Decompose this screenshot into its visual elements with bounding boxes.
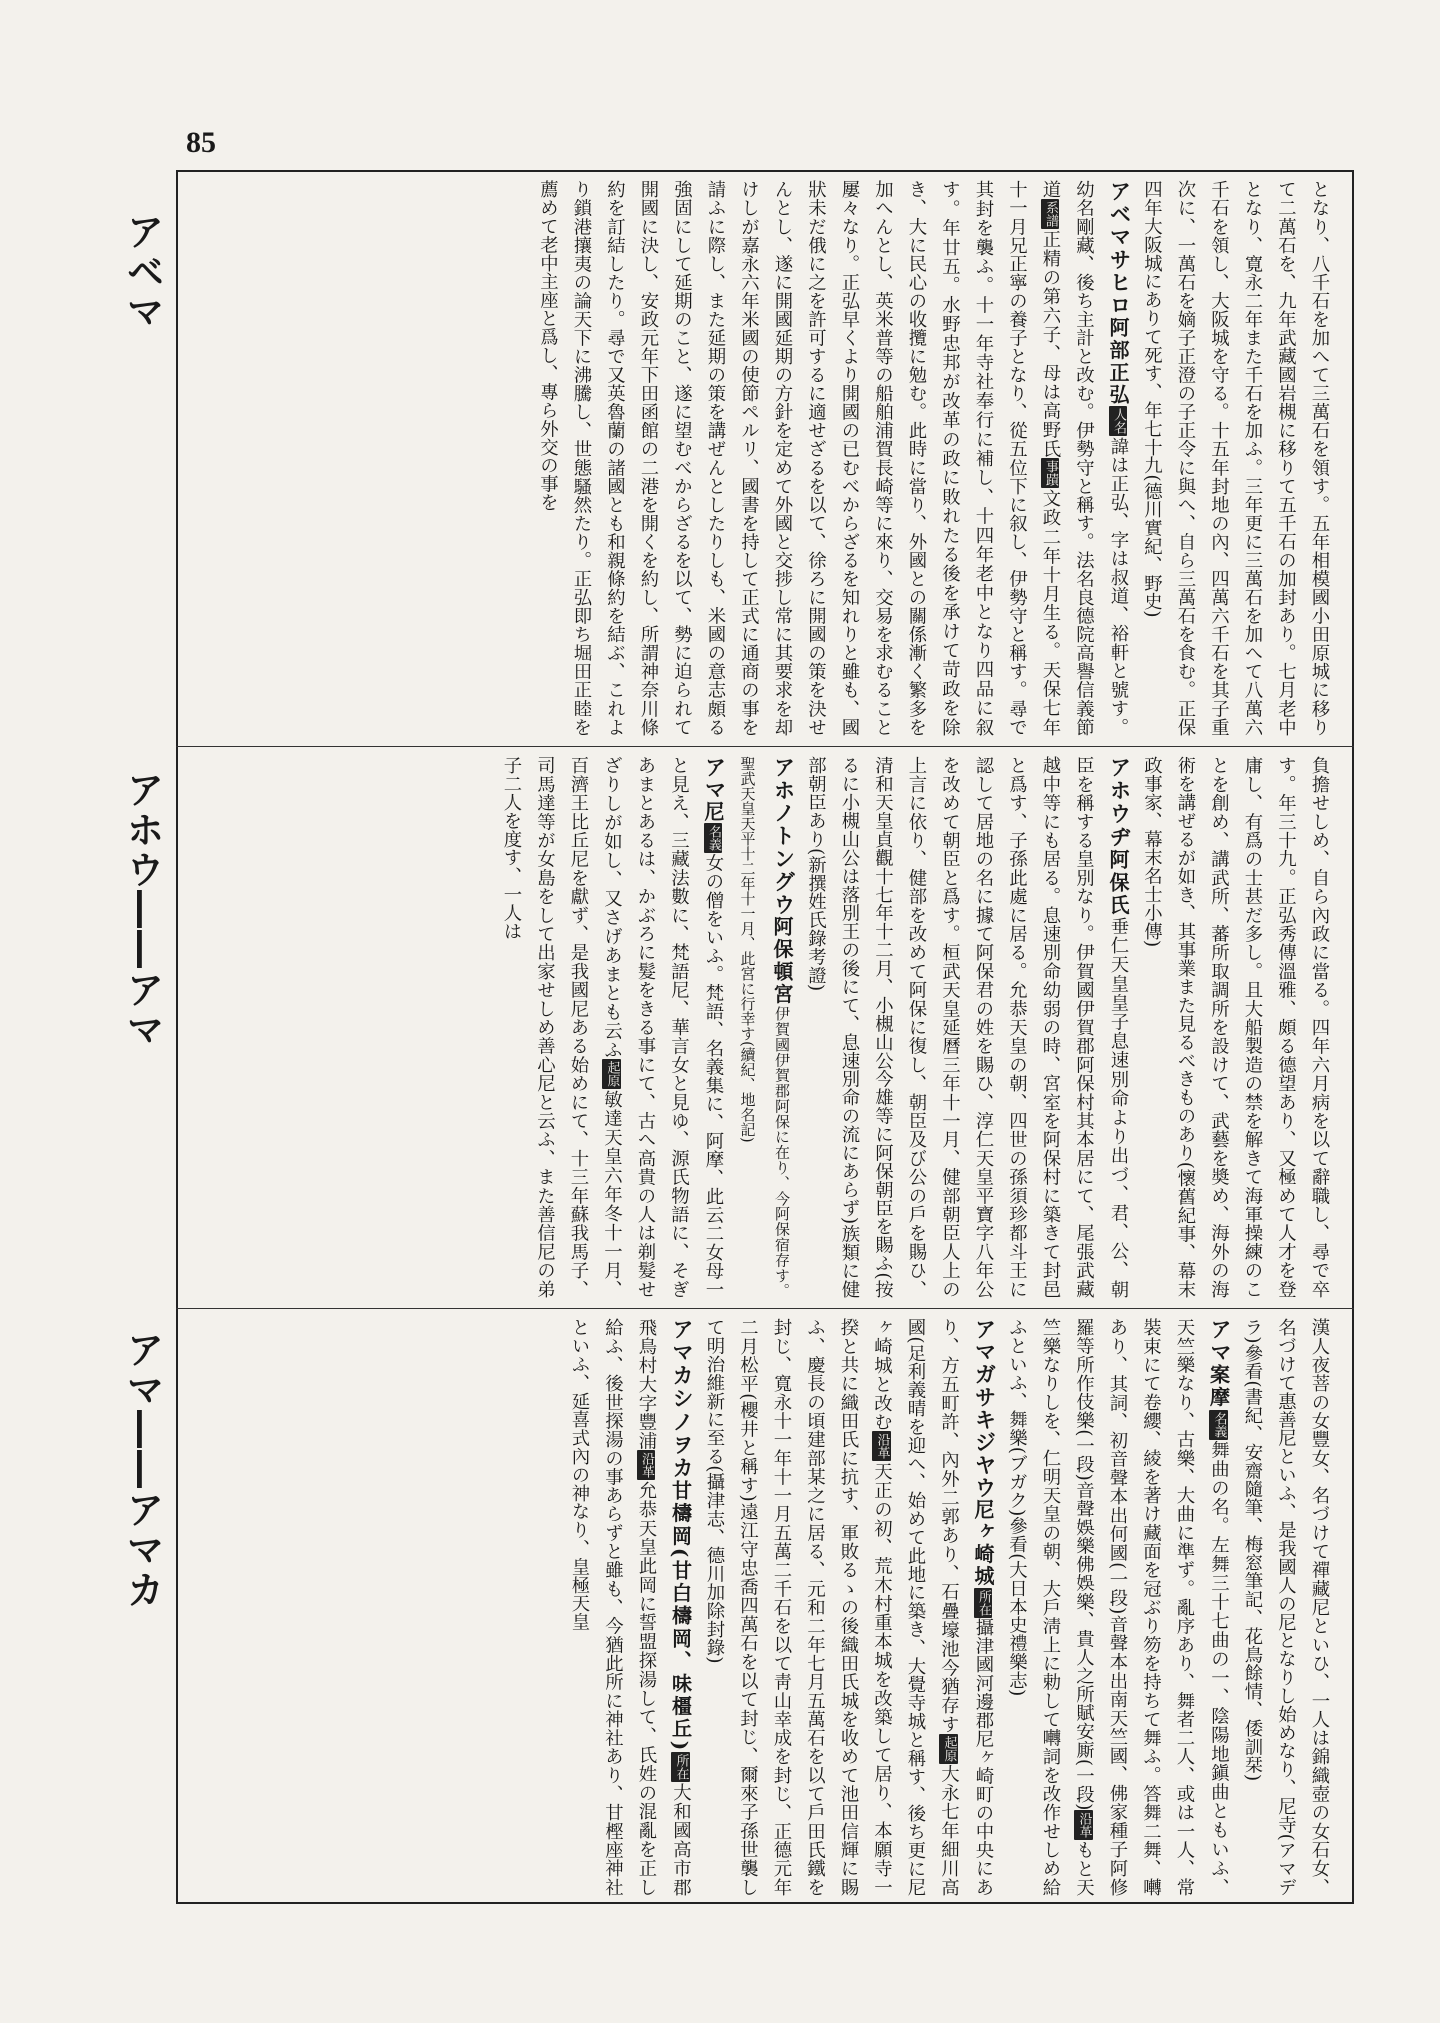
- body-text: 負擔せしめ、自ら內政に當る。四年六月病を以て辭職し、尋で卒す。年三十九。正弘秀傳溫雅、頗る德望あり、又極めて人才を登庸し、有爲の士甚だ多し。且大船製造の禁を解きて海軍操練のことを創め、講武所、蕃所取調所を設けて、武藝を奬め、海外の海術を講ぜるが如き、其事業また見るべきものあり(懷舊紀事、幕末政事家、幕末名士小傳): [1141, 756, 1330, 1298]
- entry-paragraph: [1135, 180, 1336, 736]
- body-text: 女の僧をいふ。梵語、名義集に、阿摩、此云二女母一と見え、三藏法數に、梵語尼、華言女と見ゆ、源氏物語に、そぎあまとあるは、かぶろに髮をきる事にて、古へ高貴の人は剃髮せざりしが如し、又さげあまとも云ふ: [601, 756, 724, 1298]
- body-text: 正精の第六子、母は高野氏: [1040, 229, 1061, 459]
- entry-paragraph: [1236, 1318, 1337, 1896]
- body-text: 天正の初、荒木村重本城を改築して居り、本願寺一揆と共に織田氏に抗す、軍敗るゝの後織田氏城を收めて池田信輝に賜ふ、慶長の頃建部某之に居る、元和二年七月五萬石を以て戶田氏鐵を封じ、寬永十一年十一月五萬二千石を以て靑山幸成を封じ、正德元年二月松平(櫻井と稱す)遠江守忠喬四萬石を以て封じ、爾來子孫世襲して明治維新に至る(攝津志、德川加除封錄): [704, 1318, 893, 1896]
- entry-headword: アマ: [701, 756, 726, 802]
- entry-headword: アマカシノヲカ: [668, 1318, 694, 1480]
- page-number: 85: [186, 126, 216, 159]
- section-tag: 起原: [939, 1734, 957, 1764]
- section-tag: 系譜: [1041, 199, 1059, 229]
- entry-paragraph: [563, 1318, 698, 1896]
- body-text: 諱は正弘、字は叔道、裕軒と號す。幼名剛藏、後ち主計と改む。伊勢守と稱す。法名良德院高譽信義節道: [1040, 180, 1129, 736]
- entry-paragraph: [531, 180, 1135, 736]
- body-text: 垂仁天皇皇子息速別命より出づ、君、公、朝臣を稱する皇別なり。伊賀國伊賀郡阿保村其本居にて、尾張武藏越中等にも居る。息速別命幼弱の時、宮室を阿保村に築きて封邑と爲す、子孫此處に居る。允恭天皇の朝、四世の孫須珍都斗王に認して居地の名に據て阿保君の姓を賜ひ、淳仁天皇平寶字八年公を改めて朝臣と爲す。桓武天皇延曆三年十一月、健部朝臣人上の上言に依り、健部を改めて阿保に復し、朝臣及び公の戶を賜ひ、清和天皇貞觀十七年十二月、小槻山公今雄等に阿保朝臣を賜ふ(按るに小槻山公は落別王の後にて、息速別命の流にあらず)族類に健部朝臣あり(新撰姓氏錄考證): [805, 756, 1129, 1298]
- entry-kanji-title: 尼ヶ崎城: [971, 1499, 995, 1588]
- text-band-3: [196, 1318, 1336, 1896]
- entry-headword: アベマサヒロ: [1106, 180, 1131, 317]
- entry-paragraph: [730, 756, 799, 1298]
- entry-paragraph: [698, 1318, 1001, 1896]
- section-tag: 名義: [1209, 1410, 1227, 1440]
- body-text: 大永七年細川高國(足利義晴を迎へ、始めて此地に築き、大覺寺城と稱す、後ち更に尼ヶ崎城と改む: [871, 1318, 960, 1896]
- section-tag: 名義: [704, 823, 722, 853]
- entry-headword: アマガサキジヤウ: [971, 1318, 996, 1500]
- entry-paragraph: [1000, 1318, 1236, 1896]
- body-text: となり、八千石を加へて三萬石を領す。五年相模國小田原城に移りて二萬石を、九年武藏國岩槻に移りて五千石の加封あり。七月老中となり、寛永二年また千石を加ふ。三年更に三萬石を加へて八萬六千石を領し、大阪城を守る。十五年封地の內、四萬六千石を其子重次に、一萬石を嫡子正澄の子正令に與へ、自ら三萬石を食む。正保四年大阪城にありて死す、年七十九(德川實紀、野史): [1141, 180, 1330, 736]
- text-band-2: [196, 756, 1336, 1298]
- body-text: 敏達天皇六年冬十一月、百濟王比丘尼を獻ず、是我國尼ある始めにて、十三年蘇我馬子、司馬達等が女島をして出家せしめ善心尼と云ふ、また善信尼の弟子二人を度す、一人は: [501, 756, 623, 1298]
- entry-paragraph: [495, 756, 731, 1298]
- section-tag: 所在: [974, 1588, 992, 1618]
- running-header: アホウ――アマ: [120, 770, 164, 1050]
- entry-headword: アホウヂ: [1106, 756, 1131, 849]
- running-header: アベマ: [120, 212, 164, 332]
- section-tag: 沿革: [1074, 1810, 1092, 1840]
- text-band-1: [196, 180, 1336, 736]
- entry-kanji-title: 阿保頓宮: [770, 916, 794, 1006]
- entry-headword: アマ: [1206, 1318, 1232, 1365]
- section-tag: 沿革: [872, 1431, 890, 1461]
- entry-kanji-title: 甘檮岡(甘白檮岡、味橿丘): [668, 1479, 693, 1752]
- entry-kanji-title: 阿部正弘: [1106, 316, 1130, 407]
- band-divider: [176, 1308, 1354, 1309]
- body-text: 允恭天皇此岡に誓盟探湯して、氏姓の混亂を正し給ふ、後世探湯の事あらずと雖も、今猶此所に神社あり、甘樫座神社といふ、延喜式內の神なり、皇極天皇: [569, 1318, 657, 1896]
- entry-headword: アホノトングウ: [770, 756, 795, 917]
- section-tag: 所在: [671, 1752, 689, 1782]
- running-header: アマ――アマカ: [120, 1330, 164, 1610]
- body-text: 大和國高市郡飛鳥村大字豐浦: [636, 1318, 692, 1896]
- section-tag: 人名: [1109, 406, 1127, 436]
- entry-kanji-title: 尼: [701, 801, 725, 824]
- entry-paragraph: [1135, 756, 1336, 1298]
- body-text: 攝津國河邊郡尼ヶ崎町の中央にあり、方五町許、內外二郭あり、石疊壕池今猶存す: [938, 1318, 994, 1896]
- band-divider: [176, 746, 1354, 747]
- body-text: 漢人夜菩の女豐女、名づけて禪藏尼といひ、一人は錦織壺の女石女、名づけて惠善尼といふ、是我國人の尼となりし始めなり、尼寺(アマデラ)參看(書紀、安齋隨筆、梅窓筆記、花鳥餘情、倭訓栞): [1242, 1318, 1330, 1896]
- entry-kanji-title: 案摩: [1206, 1364, 1231, 1410]
- body-text-small: 伊賀國伊賀郡阿保に在り、今阿保宿存す。聖武天皇天平十二年十一月、此宮に行幸す(續紀、地名記): [738, 756, 791, 1298]
- entry-paragraph: [799, 756, 1135, 1298]
- body-text: 舞曲の名。左舞三十七曲の一、陰陽地鎭曲ともいふ、天竺樂なり、古樂、大曲に準ず。亂序あり、舞者二人、或は一人、常裝束にて卷纓、綾を著け藏面を冠ぶり笏を持ちて舞ふ。答舞二舞、囀あり、其詞、初音聲本出何國(一段)音聲本出南天竺國、佛家種子阿修羅等所作伎樂(一段)音聲娛樂佛娛樂、貴人之所賦安廝(一段): [1073, 1318, 1230, 1896]
- section-tag: 事蹟: [1041, 458, 1059, 488]
- section-tag: 沿革: [637, 1450, 655, 1480]
- body-text: 文政二年十月生る。天保七年十一月兄正寧の養子となり、從五位下に叙し、伊勢守と稱す。尋で其封を襲ふ。十一年寺社奉行に補し、十四年老中となり四品に叙す。年廿五。水野忠邦が改革の政に敗れたる後を承けて苛政を除き、大に民心の收攬に勉む。此時に當り、外國との關係漸く繁多を加へんとし、英米普等の船舶浦賀長崎等に來り、交易を求むること屢々なり。正弘早くより開國の已むべからざるを知れりと雖も、國狀未だ俄に之を許可するに適せざるを以て、徐ろに開國の策を決せんとし、遂に開國延期の方針を定めて外國と交捗し常に其要求を却けしが嘉永六年米國の使節ペルリ、國書を持して正式に通商の事を請ふに際し、また延期の策を講ぜんとしたりしも、米國の意志頗る強固にして延期のこと、遂に望むべからざるを以て、勢に迫られて開國に決し、安政元年下田函館の二港を開くを約し、所謂神奈川條約を訂結したり。尋で又英魯蘭の諸國とも和親條約を結ぶ、これより鎖港攘夷の論天下に沸騰し、世態騷然たり。正弘即ち堀田正睦を薦めて老中主座と爲し、專ら外交の事を: [537, 180, 1061, 736]
- entry-kanji-title: 阿保氏: [1106, 848, 1130, 917]
- section-tag: 起原: [602, 1059, 620, 1089]
- body-text: もと天竺樂なりしを、仁明天皇の朝、大戶淸上に勅して囀詞を改作せしめ給ふといふ、舞樂(ブガク)參看(大日本史禮樂志): [1006, 1318, 1095, 1896]
